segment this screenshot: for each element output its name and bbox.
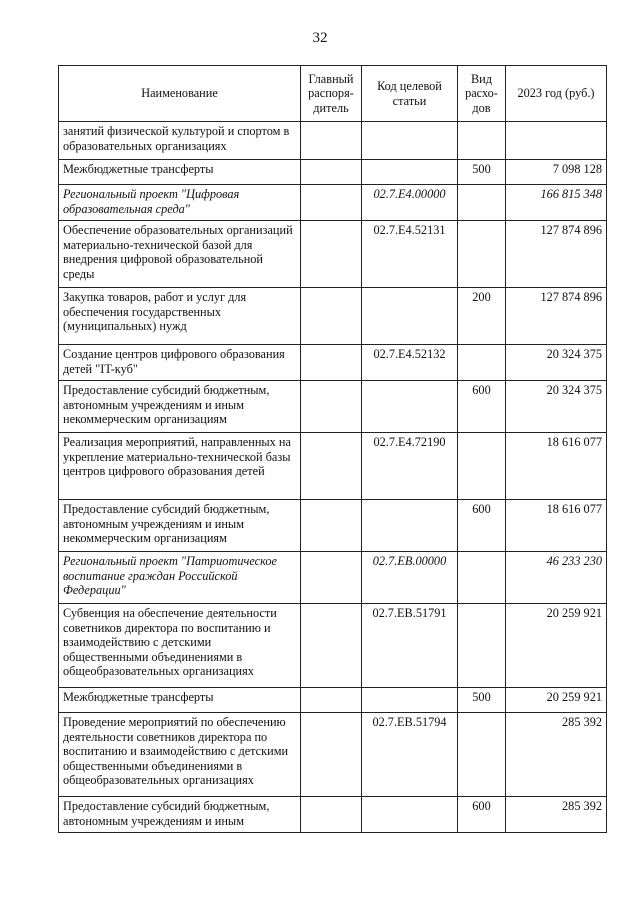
row-manager-cell	[301, 688, 362, 713]
row-type-cell: 600	[458, 797, 506, 833]
row-name-cell: Региональный проект "Патриотическое воспитание граждан Российской Федерации"	[59, 552, 301, 604]
row-amount-cell: 46 233 230	[506, 552, 607, 604]
row-code-cell: 02.7.EB.51791	[362, 604, 458, 688]
row-name-cell: занятий физической культурой и спортом в образовательных организациях	[59, 122, 301, 160]
row-name-cell: Создание центров цифрового образования детей "IT-куб"	[59, 345, 301, 381]
row-type-cell	[458, 345, 506, 381]
row-name-cell: Межбюджетные трансферты	[59, 160, 301, 185]
row-amount-cell: 20 259 921	[506, 688, 607, 713]
row-amount-cell: 18 616 077	[506, 433, 607, 500]
table-row	[59, 433, 607, 500]
row-code-cell: 02.7.EB.51794	[362, 713, 458, 797]
row-code-cell	[362, 122, 458, 160]
row-manager-cell	[301, 433, 362, 500]
row-manager-cell	[301, 288, 362, 345]
row-type-cell: 500	[458, 160, 506, 185]
row-name-cell: Проведение мероприятий по обеспечению деятельности советников директора по воспитанию и взаимодействию с детскими общественными объединениями в общеобразовательных организациях	[59, 713, 301, 797]
row-type-cell	[458, 552, 506, 604]
row-manager-cell	[301, 160, 362, 185]
row-name-cell: Обеспечение образовательных организаций материально-технической базой для внедрения цифровой образовательной среды	[59, 221, 301, 288]
header-code: Код целевой статьи	[362, 66, 458, 122]
header-type: Вид расхо-дов	[458, 66, 506, 122]
table-row	[59, 185, 607, 221]
row-manager-cell	[301, 221, 362, 288]
row-code-cell	[362, 797, 458, 833]
row-amount-cell	[506, 122, 607, 160]
row-type-cell	[458, 122, 506, 160]
row-amount-cell: 18 616 077	[506, 500, 607, 552]
table-body	[59, 122, 607, 833]
row-code-cell	[362, 288, 458, 345]
table-row	[59, 797, 607, 833]
row-code-cell: 02.7.E4.52131	[362, 221, 458, 288]
row-name-cell: Реализация мероприятий, направленных на укрепление материально-технической базы центров цифрового образования детей	[59, 433, 301, 500]
row-name-cell: Межбюджетные трансферты	[59, 688, 301, 713]
row-code-cell: 02.7.E4.00000	[362, 185, 458, 221]
row-manager-cell	[301, 797, 362, 833]
table-row	[59, 500, 607, 552]
row-manager-cell	[301, 122, 362, 160]
row-code-cell: 02.7.E4.72190	[362, 433, 458, 500]
row-manager-cell	[301, 713, 362, 797]
table-row	[59, 122, 607, 160]
row-manager-cell	[301, 381, 362, 433]
table-row	[59, 688, 607, 713]
row-name-cell: Региональный проект "Цифровая образовательная среда"	[59, 185, 301, 221]
row-manager-cell	[301, 500, 362, 552]
row-code-cell	[362, 160, 458, 185]
table-row	[59, 604, 607, 688]
row-type-cell: 200	[458, 288, 506, 345]
row-name-cell: Закупка товаров, работ и услуг для обеспечения государственных (муниципальных) нужд	[59, 288, 301, 345]
table-row	[59, 160, 607, 185]
row-name-cell: Предоставление субсидий бюджетным, автономным учреждениям и иным некоммерческим организациям	[59, 500, 301, 552]
row-code-cell	[362, 500, 458, 552]
table-row	[59, 221, 607, 288]
row-amount-cell: 166 815 348	[506, 185, 607, 221]
row-type-cell	[458, 185, 506, 221]
table-row	[59, 345, 607, 381]
row-type-cell	[458, 433, 506, 500]
row-type-cell: 500	[458, 688, 506, 713]
row-type-cell	[458, 221, 506, 288]
row-amount-cell: 20 324 375	[506, 381, 607, 433]
row-code-cell: 02.7.E4.52132	[362, 345, 458, 381]
row-manager-cell	[301, 345, 362, 381]
table-row	[59, 288, 607, 345]
header-manager: Главный распоря-дитель	[301, 66, 362, 122]
row-amount-cell: 127 874 896	[506, 221, 607, 288]
row-type-cell	[458, 604, 506, 688]
row-manager-cell	[301, 185, 362, 221]
row-name-cell: Субвенция на обеспечение деятельности советников директора по воспитанию и взаимодействию с детскими общественными объединениями в общеобразовательных организациях	[59, 604, 301, 688]
row-amount-cell: 7 098 128	[506, 160, 607, 185]
row-type-cell: 600	[458, 500, 506, 552]
row-type-cell: 600	[458, 381, 506, 433]
table-row	[59, 381, 607, 433]
row-type-cell	[458, 713, 506, 797]
budget-table	[58, 65, 607, 833]
row-manager-cell	[301, 604, 362, 688]
row-code-cell	[362, 381, 458, 433]
table-row	[59, 552, 607, 604]
header-name: Наименование	[59, 66, 301, 122]
row-amount-cell: 20 259 921	[506, 604, 607, 688]
row-name-cell: Предоставление субсидий бюджетным, автономным учреждениям и иным некоммерческим организациям	[59, 381, 301, 433]
row-name-cell: Предоставление субсидий бюджетным, автономным учреждениям и иным	[59, 797, 301, 833]
header-amount: 2023 год (руб.)	[506, 66, 607, 122]
table-row	[59, 713, 607, 797]
row-amount-cell: 285 392	[506, 713, 607, 797]
row-amount-cell: 285 392	[506, 797, 607, 833]
row-amount-cell: 20 324 375	[506, 345, 607, 381]
row-amount-cell: 127 874 896	[506, 288, 607, 345]
row-code-cell: 02.7.EB.00000	[362, 552, 458, 604]
row-manager-cell	[301, 552, 362, 604]
page-number: 32	[312, 30, 328, 46]
table-header-row	[59, 66, 607, 122]
row-code-cell	[362, 688, 458, 713]
